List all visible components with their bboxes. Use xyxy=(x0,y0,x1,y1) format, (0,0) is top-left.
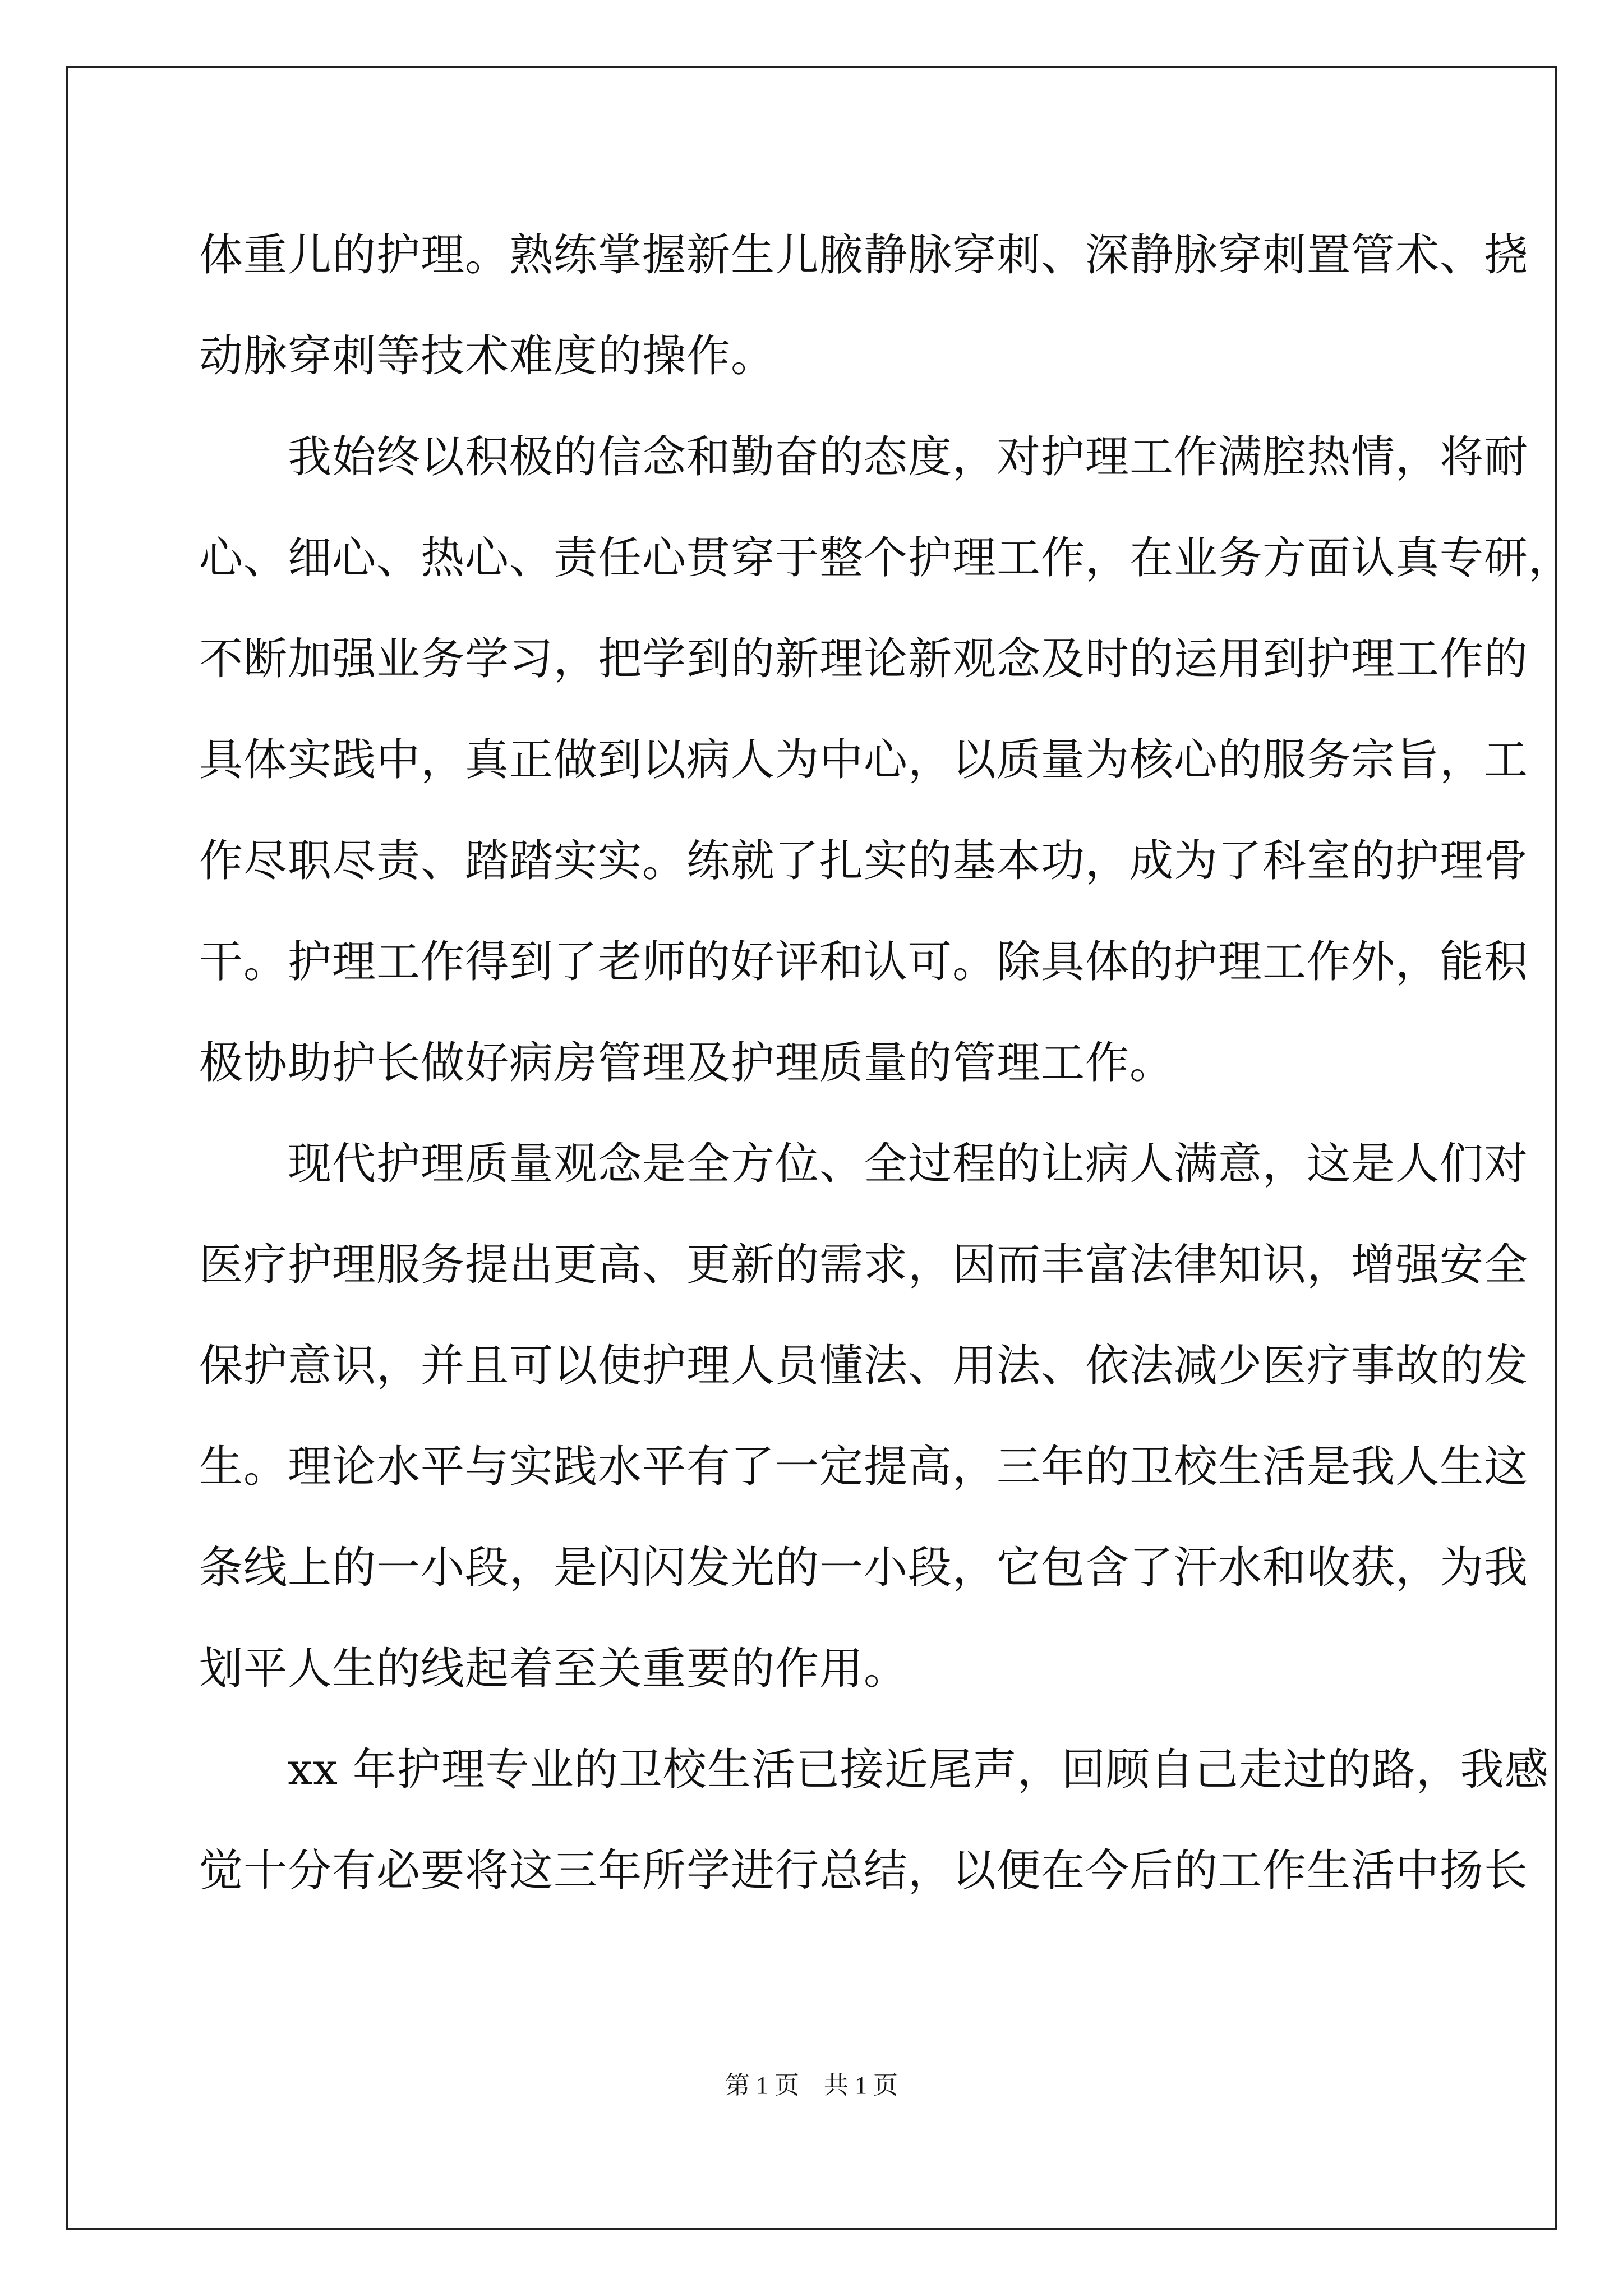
text-line-3: 我始终以积极的信念和勤奋的态度，对护理工作满腔热情，将耐 xyxy=(199,432,1529,482)
text-line-2: 动脉穿刺等技术难度的操作。 xyxy=(199,331,776,381)
text-line-8: 干。护理工作得到了老师的好评和认可。除具体的护理工作外，能积 xyxy=(199,937,1529,987)
text-line-16: xx 年护理专业的卫校生活已接近尾声，回顾自己走过的路，我感 xyxy=(199,1745,1549,1795)
text-line-5: 不断加强业务学习，把学到的新理论新观念及时的运用到护理工作的 xyxy=(199,634,1529,684)
text-line-14: 条线上的一小段，是闪闪发光的一小段，它包含了汗水和收获，为我 xyxy=(199,1543,1529,1593)
text-line-6: 具体实践中，真正做到以病人为中心，以质量为核心的服务宗旨，工 xyxy=(199,735,1529,785)
text-line-10: 现代护理质量观念是全方位、全过程的让病人满意，这是人们对 xyxy=(199,1139,1529,1189)
page-number-footer: 第 1 页 共 1 页 xyxy=(725,2072,898,2099)
text-line-4: 心、细心、热心、责任心贯穿于整个护理工作，在业务方面认真专研， xyxy=(199,533,1573,583)
text-line-1: 体重儿的护理。熟练掌握新生儿腋静脉穿刺、深静脉穿刺置管术、挠 xyxy=(199,230,1529,280)
text-line-11: 医疗护理服务提出更高、更新的需求，因而丰富法律知识，增强安全 xyxy=(199,1240,1529,1290)
text-line-17: 觉十分有必要将这三年所学进行总结，以便在今后的工作生活中扬长 xyxy=(199,1846,1529,1896)
text-line-7: 作尽职尽责、踏踏实实。练就了扎实的基本功，成为了科室的护理骨 xyxy=(199,836,1529,886)
text-line-13: 生。理论水平与实践水平有了一定提高，三年的卫校生活是我人生这 xyxy=(199,1442,1529,1492)
text-line-15: 划平人生的线起着至关重要的作用。 xyxy=(199,1644,909,1694)
text-line-9: 极协助护长做好病房管理及护理质量的管理工作。 xyxy=(199,1038,1174,1088)
text-line-12: 保护意识，并且可以使护理人员懂法、用法、依法减少医疗事故的发 xyxy=(199,1341,1529,1391)
